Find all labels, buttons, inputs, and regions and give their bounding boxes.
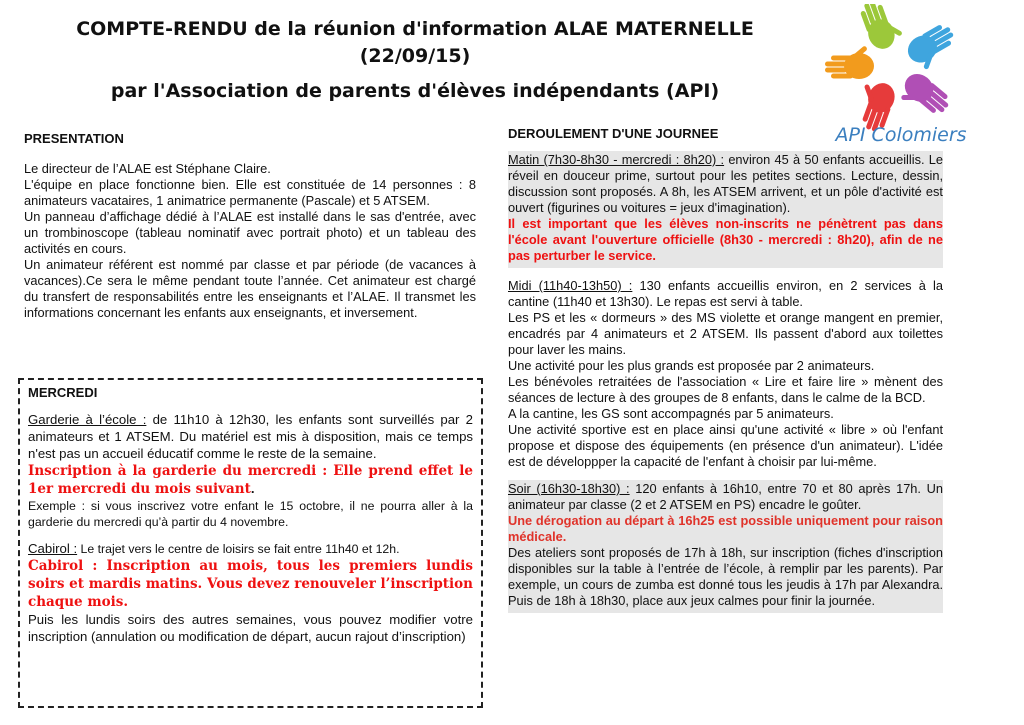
cabirol-text: Le trajet vers le centre de loisirs se fait entre 11h40 et 12h. <box>77 542 400 556</box>
paragraph: A la cantine, les GS sont accompagnés par 5 animateurs. <box>508 406 834 421</box>
paragraph <box>508 481 943 513</box>
document-title: COMPTE-RENDU de la réunion d'information ALAE MATERNELLE <box>76 18 754 40</box>
paragraph <box>28 540 473 557</box>
paragraph: Exemple : si vous inscrivez votre enfant le 15 octobre, il ne pourra aller à la garderie du mercredi qu’à partir du 4 novembre. <box>28 499 473 529</box>
cabirol-label: Cabirol : <box>28 541 78 556</box>
hand-icon <box>858 4 906 53</box>
matin-label: Matin (7h30-8h30 - mercredi : 8h20) : <box>508 152 725 167</box>
document-subtitle: par l'Association de parents d'élèves indépendants (API) <box>110 80 720 102</box>
soir-block <box>508 480 943 613</box>
paragraph: Le directeur de l’ALAE est Stéphane Claire. <box>24 161 271 176</box>
garderie-red: Inscription à la garderie du mercredi : Elle prend effet le 1er mercredi du mois suivant <box>28 463 473 497</box>
matin-text: environ 45 à 50 enfants accueillis. Le réveil en douceur prime, surtout pour les petites sections. Lecture, dessin, discussion sont proposés. A 8h, les ATSEM arrivent, et un pôle d'activité est ouvert (figurines ou voitures = jeux d'imagination). <box>508 152 943 215</box>
paragraph: Puis les lundis soirs des autres semaines, vous pouvez modifier votre inscription (annulation ou modification de départ, aucun rajout d’inscription) <box>28 612 473 644</box>
midi-label: Midi (11h40-13h50) : <box>508 278 633 293</box>
paragraph <box>508 278 943 310</box>
hand-icon <box>825 45 874 79</box>
document-date: (22/09/15) <box>359 45 471 67</box>
paragraph: L'équipe en place fonctionne bien. Elle est constituée de 14 personnes : 8 animateurs vacataires, 1 animatrice permanente (Pascale) et 5 ATSEM. <box>24 177 476 208</box>
matin-notice: Il est important que les élèves non-inscrits ne pénètrent pas dans l'école avant l'ouverture officielle (8h30 - mercredi : 8h20), afin de ne pas perturber le service. <box>508 216 943 263</box>
hand-icon <box>894 68 953 125</box>
journee-section <box>508 126 943 613</box>
paragraph: Une activité pour les plus grands est proposée par 2 animateurs. <box>508 358 875 373</box>
section-heading: PRESENTATION <box>24 131 124 146</box>
garderie-text: de 11h10 à 12h30, les enfants sont surveillés par 2 animateurs et 1 ATSEM. Du matériel est mis à disposition, mais ce temps n'est pas un accueil éducatif comme le reste de la semaine. <box>28 412 473 461</box>
mercredi-box <box>18 378 483 708</box>
matin-block <box>508 151 943 268</box>
paragraph: Les PS et les « dormeurs » des MS violette et orange mangent en premier, encadrés par 4 animateurs et 2 ATSEM. Ils passent d'abord aux toilettes pour laver les mains. <box>508 310 943 357</box>
logo-text: API Colomiers <box>835 124 967 146</box>
soir-notice: Une dérogation au départ à 16h25 est possible uniquement pour raison médicale. <box>508 513 943 544</box>
section-heading: DEROULEMENT D'UNE JOURNEE <box>508 126 719 141</box>
hand-icon <box>825 4 962 134</box>
paragraph <box>28 411 473 462</box>
paragraph: Un animateur référent est nommé par classe et par période (de vacances à vacances).Ce sera le même pendant toute l’année. Cet animateur est chargé du transfert de responsabilités entre les enseignants et l’ALAE. Il transmet les informations concernant les enfants aux enseignants, et inversement. <box>24 257 476 320</box>
cabirol-notice: Cabirol : Inscription au mois, tous les premiers lundis soirs et mardis matins. Vous devez renouveler l’inscription chaque mois. <box>28 558 473 610</box>
paragraph: Les bénévoles retraitées de l'association « Lire et faire lire » mènent des séances de lecture à des groupes de 8 enfants, dans le calme de la BCD. <box>508 374 943 405</box>
presentation-section <box>24 131 476 321</box>
soir-text: 120 enfants à 16h10, entre 70 et 80 après 17h. Un animateur par classe (2 et 2 ATSEM en PS) encadre le goûter. <box>508 481 943 512</box>
paragraph: Des ateliers sont proposés de 17h à 18h, sur inscription (fiches d'inscription disponibles sur la table à l’entrée de l’école, à remplir par les parents). Par exemple, un cours de zumba est donné tous les jeudis à 17h par Alexandra. Puis de 18h à 18h30, place aux jeux calmes pour finir la journée. <box>508 545 943 608</box>
hand-icon <box>903 21 962 75</box>
paragraph <box>508 152 943 216</box>
garderie-label: Garderie à l’école : <box>28 412 147 427</box>
paragraph: Une activité sportive est en place ainsi qu'une activité « libre » où l'enfant propose et dispose des équipements (en présence d'un animateur). L'idée est de développper la capacité de l'enfant à choisir par lui-même. <box>508 422 943 469</box>
garderie-notice <box>28 462 473 498</box>
paragraph: Un panneau d’affichage dédié à l’ALAE est installé dans le sas d'entrée, avec un trombinoscope (tableau nominatif avec portrait photo) et un tableau des activités en cours. <box>24 209 476 256</box>
soir-label: Soir (16h30-18h30) : <box>508 481 630 496</box>
section-heading: MERCREDI <box>28 385 98 400</box>
midi-text: 130 enfants accueillis environ, en 2 services à la cantine (11h40 et 13h30). Le repas est servi à table. <box>508 278 943 309</box>
garderie-red-end: . <box>250 481 255 496</box>
